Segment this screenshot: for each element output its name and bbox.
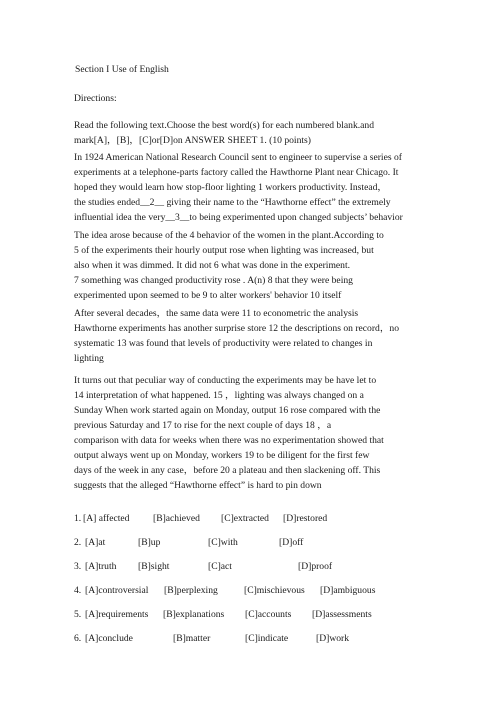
text-line: the studies ended__2__ giving their name to the “Hawthorne effect” the extremely bbox=[74, 197, 391, 208]
question-row bbox=[74, 559, 484, 574]
option-c: [C]indicate bbox=[245, 633, 289, 644]
text-line: Read the following text.Choose the best word(s) for each numbered blank.and bbox=[74, 120, 374, 131]
text-line: It turns out that peculiar way of conducting the experiments may be have let to bbox=[74, 375, 377, 386]
text-line: previous Saturday and 17 to rise for the next couple of days 18 ，a bbox=[74, 420, 332, 431]
option-a: [A]requirements bbox=[85, 609, 149, 620]
question-number: 6. bbox=[74, 633, 82, 644]
paragraph-3 bbox=[74, 306, 484, 366]
text-line: After several decades，the same data were 11 to econometric the analysis bbox=[74, 308, 359, 319]
option-c: [C]with bbox=[208, 537, 238, 548]
text-line: systematic 13 was found that levels of productivity were related to changes in bbox=[74, 338, 373, 349]
text-line: also when it was dimmed. It did not 6 what was done in the experiment. bbox=[74, 260, 351, 271]
directions-label: Directions: bbox=[74, 93, 117, 104]
text-line: Hawthorne experiments has another surprise store 12 the descriptions on record，no bbox=[74, 323, 400, 334]
directions-text bbox=[74, 118, 484, 148]
question-row bbox=[74, 511, 484, 526]
question-row bbox=[74, 607, 484, 622]
question-number: 1. bbox=[74, 513, 82, 524]
question-row bbox=[74, 583, 484, 598]
option-d: [D]work bbox=[316, 633, 350, 644]
text-line: hoped they would learn how stop-floor lighting 1 workers productivity. Instead， bbox=[74, 182, 387, 193]
option-b: [B]up bbox=[138, 537, 161, 548]
text-line: comparison with data for weeks when there was no experimentation showed that bbox=[74, 435, 384, 446]
question-number: 5. bbox=[74, 609, 82, 620]
text-line: output always went up on Monday, workers 19 to be diligent for the first few bbox=[74, 450, 370, 461]
option-c: [C]mischievous bbox=[244, 585, 305, 596]
question-row bbox=[74, 631, 484, 646]
option-d: [D]assessments bbox=[312, 609, 372, 620]
text-line: days of the week in any case，before 20 a plateau and then slackening off. This bbox=[74, 465, 381, 476]
text-line: lighting bbox=[74, 353, 104, 364]
option-b: [B]achieved bbox=[153, 513, 200, 524]
text-line: experimented upon seemed to be 9 to alter workers' behavior 10 itself bbox=[74, 290, 342, 301]
option-a: [A]at bbox=[85, 537, 106, 548]
text-line: mark[A]，[B]，[C]or[D]on ANSWER SHEET 1. (10 points) bbox=[74, 135, 311, 146]
text-line: 5 of the experiments their hourly output rose when lighting was increased, but bbox=[74, 245, 374, 256]
option-c: [C]accounts bbox=[245, 609, 292, 620]
option-d: [D]ambiguous bbox=[320, 585, 376, 596]
section-title: Section I Use of English bbox=[75, 64, 169, 75]
text-line: 7 something was changed productivity rose . A(n) 8 that they were being bbox=[74, 275, 353, 286]
option-c: [C]act bbox=[208, 561, 232, 572]
paragraph-1 bbox=[74, 150, 484, 225]
option-c: [C]extracted bbox=[221, 513, 269, 524]
option-d: [D]proof bbox=[298, 561, 333, 572]
text-line: In 1924 American National Research Council sent to engineer to supervise a series of bbox=[74, 152, 402, 163]
option-a: [A] affected bbox=[83, 513, 130, 524]
question-number: 2. bbox=[74, 537, 82, 548]
option-d: [D]off bbox=[279, 537, 304, 548]
option-a: [A]conclude bbox=[85, 633, 133, 644]
text-line: influential idea the very__3__to being experimented upon changed subjects’ behavior bbox=[74, 212, 403, 223]
option-b: [B]sight bbox=[138, 561, 170, 572]
option-a: [A]truth bbox=[85, 561, 117, 572]
paragraph-2 bbox=[74, 228, 484, 303]
option-b: [B]explanations bbox=[163, 609, 225, 620]
option-b: [B]matter bbox=[173, 633, 211, 644]
question-row bbox=[74, 535, 484, 550]
option-b: [B]perplexing bbox=[164, 585, 218, 596]
question-number: 4. bbox=[74, 585, 82, 596]
text-line: suggests that the alleged “Hawthorne effect” is hard to pin down bbox=[74, 480, 322, 491]
option-a: [A]controversial bbox=[85, 585, 149, 596]
text-line: The idea arose because of the 4 behavior of the women in the plant.According to bbox=[74, 230, 384, 241]
question-number: 3. bbox=[74, 561, 82, 572]
option-d: [D]restored bbox=[283, 513, 328, 524]
text-line: 14 interpretation of what happened. 15 ，lighting was always changed on a bbox=[74, 390, 364, 401]
text-line: Sunday When work started again on Monday, output 16 rose compared with the bbox=[74, 405, 381, 416]
text-line: experiments at a telephone-parts factory called the Hawthorne Plant near Chicago. It bbox=[74, 167, 399, 178]
paragraph-4 bbox=[74, 373, 484, 493]
